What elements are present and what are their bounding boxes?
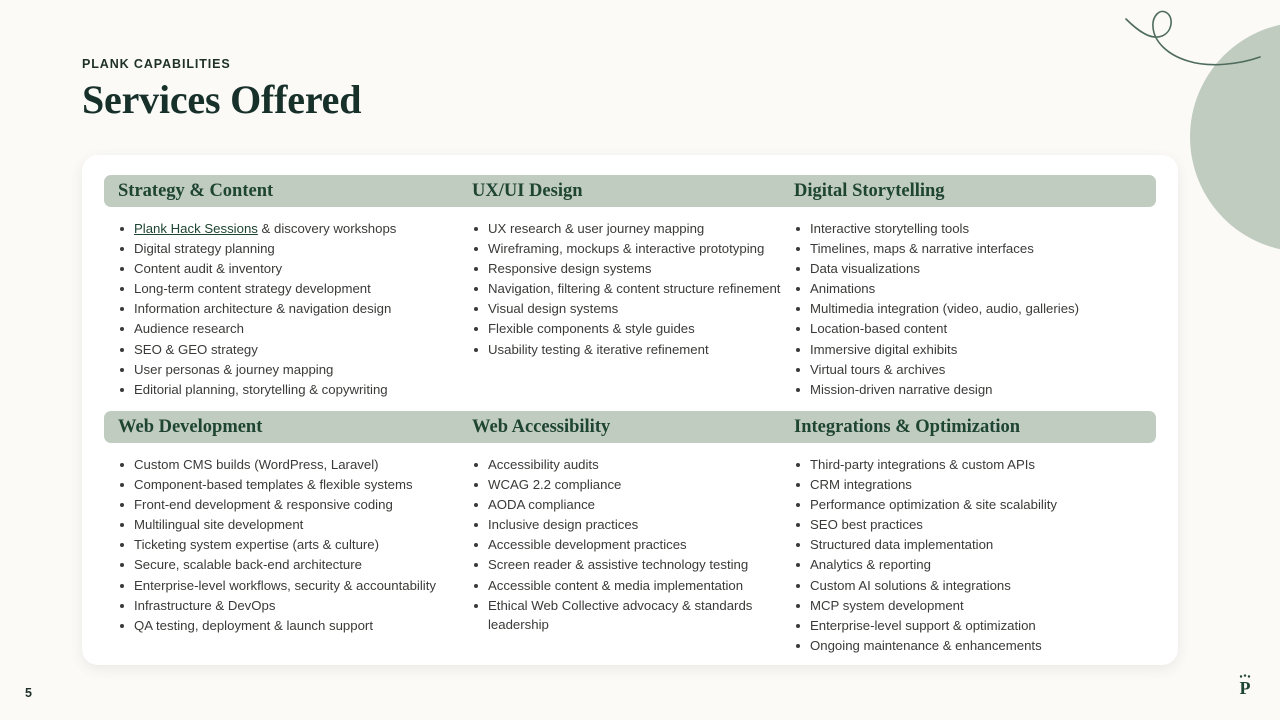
service-list (794, 455, 1142, 655)
service-list-item: Usability testing & iterative refinement (472, 340, 794, 360)
service-list-item: Enterprise-level workflows, security & accountability (118, 576, 472, 596)
service-list-item: Ongoing maintenance & enhancements (794, 636, 1142, 656)
service-list-item: MCP system development (794, 596, 1142, 616)
service-list-item: Flexible components & style guides (472, 319, 794, 339)
column-title-ux-ui-design: UX/UI Design (472, 180, 583, 201)
service-list-item: Custom CMS builds (WordPress, Laravel) (118, 455, 472, 475)
service-list-item: Immersive digital exhibits (794, 340, 1142, 360)
service-list-item: Infrastructure & DevOps (118, 596, 472, 616)
service-list-item: Virtual tours & archives (794, 360, 1142, 380)
section-header-bar (104, 175, 1156, 207)
service-list-item: Information architecture & navigation design (118, 299, 472, 319)
column-title-integrations-optimization: Integrations & Optimization (794, 416, 1021, 437)
service-list-item: Accessibility audits (472, 455, 794, 475)
service-list-item: Multilingual site development (118, 515, 472, 535)
service-list-item: Plank Hack Sessions & discovery workshops (118, 219, 472, 239)
service-list-item: Inclusive design practices (472, 515, 794, 535)
service-list-item: SEO & GEO strategy (118, 340, 472, 360)
section-columns (104, 455, 1156, 656)
service-list (118, 219, 472, 399)
service-list-item: Audience research (118, 319, 472, 339)
service-list-item: Responsive design systems (472, 259, 794, 279)
service-list-item: Accessible development practices (472, 535, 794, 555)
service-list-item: User personas & journey mapping (118, 360, 472, 380)
service-list-item: Performance optimization & site scalability (794, 495, 1142, 515)
service-list-item: Front-end development & responsive coding (118, 495, 472, 515)
column-title-digital-storytelling: Digital Storytelling (794, 180, 945, 201)
service-list-item: UX research & user journey mapping (472, 219, 794, 239)
service-list-item: Data visualizations (794, 259, 1142, 279)
service-list-item: Multimedia integration (video, audio, galleries) (794, 299, 1142, 319)
service-list-item: Wireframing, mockups & interactive prototyping (472, 239, 794, 259)
service-list-item: Ethical Web Collective advocacy & standards leadership (472, 596, 794, 635)
service-list (472, 455, 794, 635)
column-title-web-accessibility: Web Accessibility (472, 416, 611, 437)
column-title-web-development: Web Development (118, 416, 263, 437)
column-integrations-optimization (794, 455, 1142, 656)
service-link[interactable]: Plank Hack Sessions (134, 221, 258, 236)
looped-squiggle-decoration (1118, 2, 1273, 87)
service-list-item: Component-based templates & flexible systems (118, 475, 472, 495)
service-list-item: Animations (794, 279, 1142, 299)
service-list-item: AODA compliance (472, 495, 794, 515)
service-list-item: Visual design systems (472, 299, 794, 319)
service-list-item: Digital strategy planning (118, 239, 472, 259)
service-list-item: Location-based content (794, 319, 1142, 339)
slide-header (82, 58, 361, 121)
service-list-item: Structured data implementation (794, 535, 1142, 555)
column-web-accessibility (472, 455, 794, 656)
column-title-strategy-content: Strategy & Content (118, 180, 274, 201)
column-strategy-content (104, 219, 472, 400)
service-list (794, 219, 1142, 399)
service-list-item: Mission-driven narrative design (794, 380, 1142, 400)
service-list-item: Accessible content & media implementation (472, 576, 794, 596)
column-digital-storytelling (794, 219, 1142, 400)
services-card (82, 155, 1178, 665)
service-list-item: Screen reader & assistive technology testing (472, 555, 794, 575)
service-list-item: Custom AI solutions & integrations (794, 576, 1142, 596)
service-list-item: Long-term content strategy development (118, 279, 472, 299)
service-list (118, 455, 472, 635)
svg-text:P: P (1239, 678, 1251, 698)
section-columns (104, 219, 1156, 400)
service-list-item: Secure, scalable back-end architecture (118, 555, 472, 575)
page-title: Services Offered (82, 76, 362, 122)
service-list-item: Enterprise-level support & optimization (794, 616, 1142, 636)
service-list-item: CRM integrations (794, 475, 1142, 495)
section-header-bar (104, 411, 1156, 443)
service-list (472, 219, 794, 359)
service-list-item: QA testing, deployment & launch support (118, 616, 472, 636)
service-list-item: Interactive storytelling tools (794, 219, 1142, 239)
column-ux-ui-design (472, 219, 794, 400)
service-list-item: Editorial planning, storytelling & copywriting (118, 380, 472, 400)
service-list-item: Third-party integrations & custom APIs (794, 455, 1142, 475)
eyebrow-label: PLANK CAPABILITIES (82, 57, 231, 71)
service-list-item: Navigation, filtering & content structure refinement (472, 279, 794, 299)
service-list-item: SEO best practices (794, 515, 1142, 535)
service-list-item: WCAG 2.2 compliance (472, 475, 794, 495)
plank-p-logo-icon (1230, 670, 1260, 700)
column-web-development (104, 455, 472, 656)
service-list-item: Ticketing system expertise (arts & culture) (118, 535, 472, 555)
service-list-item: Timelines, maps & narrative interfaces (794, 239, 1142, 259)
page-number: 5 (25, 686, 32, 700)
service-list-item: Analytics & reporting (794, 555, 1142, 575)
service-list-item: Content audit & inventory (118, 259, 472, 279)
